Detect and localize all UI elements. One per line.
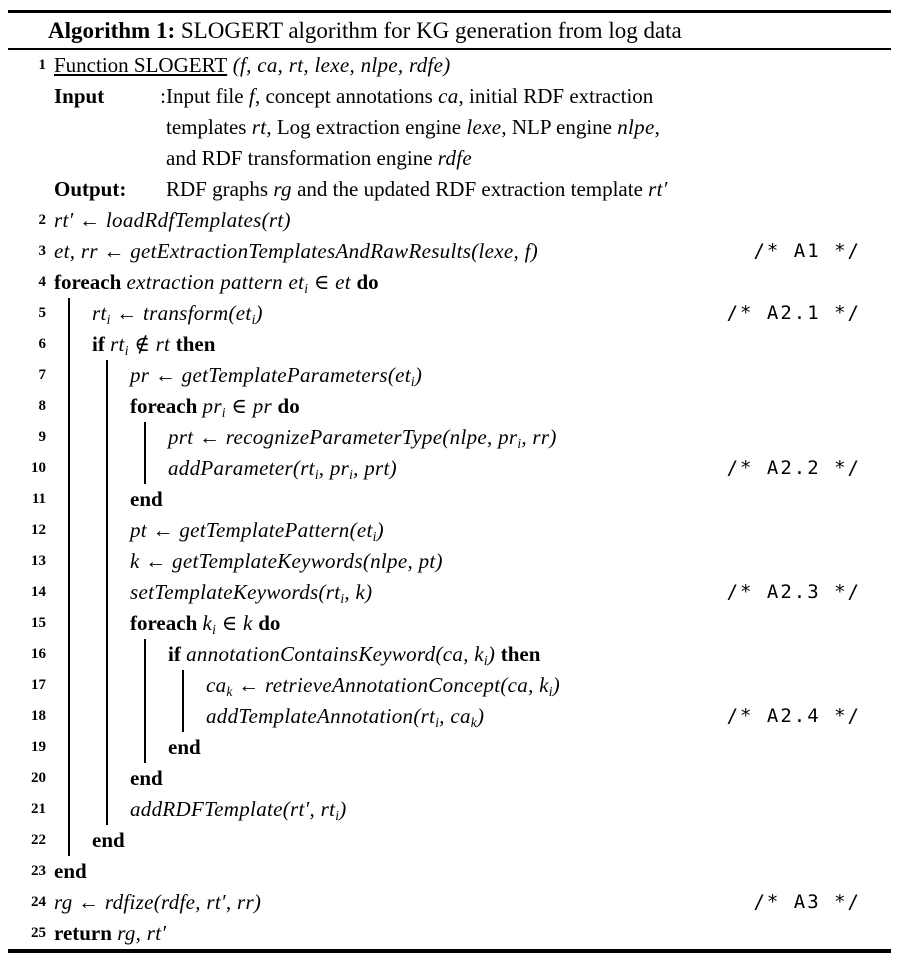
code-text: i: [314, 467, 319, 482]
indent-bar: [106, 763, 108, 794]
indent-bar: [68, 577, 70, 608]
code-text: extraction pattern et: [126, 270, 305, 294]
caption-title: SLOGERT algorithm for KG generation from log data: [175, 18, 682, 43]
line-number: 7: [38, 367, 46, 383]
indent-bar: [68, 608, 70, 639]
code-text: ∈ et: [308, 270, 357, 294]
code-text: rt′: [648, 177, 668, 201]
indent-bar: [68, 546, 70, 577]
code-text: rt: [92, 301, 107, 325]
code-text: rt: [110, 332, 125, 356]
line-number: 15: [31, 615, 46, 631]
indent-bar: [144, 701, 146, 732]
indent-bar: [68, 484, 70, 515]
indent-bar: [68, 732, 70, 763]
code-text: if: [168, 642, 187, 666]
code-text: k ← getTemplateKeywords(nlpe, pt): [130, 549, 443, 573]
code-content: [54, 670, 891, 701]
algo-line-12: [8, 515, 891, 546]
code-text: templates: [166, 115, 252, 139]
algo-line-14: [8, 577, 891, 608]
code-content: [54, 918, 891, 949]
code-content: [54, 205, 891, 236]
code-content: [54, 515, 891, 546]
inline-comment: /* A2.4 */: [726, 705, 861, 727]
code-content: [54, 360, 891, 391]
line-number: 23: [31, 863, 46, 879]
code-text: ca: [438, 84, 459, 108]
line-number: [8, 112, 54, 143]
code-text: and RDF transformation engine: [166, 146, 438, 170]
caption-label: Algorithm 1:: [48, 18, 176, 43]
code-text: rdfe: [437, 146, 473, 170]
algo-line-11: [8, 484, 891, 515]
code-text: ∉ rt: [128, 332, 176, 356]
code-text: ,: [654, 115, 660, 139]
code-text: i: [483, 653, 488, 668]
code-text: addRDFTemplate(rt′, rt: [130, 797, 336, 821]
line-number: 5: [38, 305, 46, 321]
code-text: , pr: [318, 456, 350, 480]
code-content: [54, 577, 891, 608]
code-text: foreach: [54, 270, 127, 294]
indent-bar: [106, 639, 108, 670]
algo-line-1: [8, 50, 891, 81]
code-text: RDF graphs: [166, 177, 274, 201]
code-text: i: [251, 312, 256, 327]
code-text: do: [356, 270, 379, 294]
algo-line-2: [8, 205, 891, 236]
code-text: f: [248, 84, 255, 108]
indent-bar: [106, 794, 108, 825]
algo-line-25: [8, 918, 891, 949]
code-text: addTemplateAnnotation(rt: [206, 704, 436, 728]
line-number: 1: [38, 57, 46, 73]
indent-bar: [68, 794, 70, 825]
code-text: (f, ca, rt, lexe, nlpe, rdfe): [227, 53, 451, 77]
io-label: Input :: [54, 84, 166, 108]
code-content: [54, 50, 891, 81]
code-content: [54, 546, 891, 577]
code-text: , initial RDF extraction: [458, 84, 654, 108]
code-text: Input file: [166, 84, 249, 108]
code-text: ): [414, 363, 423, 387]
code-text: pr ← getTemplateParameters(et: [130, 363, 411, 387]
inline-comment: /* A3 */: [753, 891, 861, 913]
line-number: 19: [31, 739, 46, 755]
code-text: i: [304, 281, 309, 296]
indent-bar: [144, 422, 146, 453]
code-text: Function SLOGERT: [54, 53, 228, 77]
line-number: 9: [38, 429, 46, 445]
code-content: [54, 174, 891, 205]
code-text: i: [548, 684, 553, 699]
algo-line-18: [8, 701, 891, 732]
code-text: rt: [251, 115, 267, 139]
code-content: [54, 143, 891, 174]
indent-bar: [68, 360, 70, 391]
algo-line-4: [8, 267, 891, 298]
bottom-rule: [8, 949, 891, 953]
code-text: i: [435, 715, 440, 730]
indent-bar: [68, 453, 70, 484]
code-content: [54, 794, 891, 825]
code-text: prt ← recognizeParameterType(nlpe, pr: [168, 425, 518, 449]
indent-bar: [68, 701, 70, 732]
line-number: [8, 81, 54, 112]
code-content: [54, 763, 891, 794]
code-text: then: [175, 332, 216, 356]
code-text: , Log extraction engine: [266, 115, 467, 139]
code-text: , concept annotations: [254, 84, 439, 108]
line-number: 20: [31, 770, 46, 786]
algo-line-5: [8, 298, 891, 329]
indent-bar: [106, 546, 108, 577]
algo-line-21: [8, 794, 891, 825]
code-text: pr: [202, 394, 222, 418]
code-text: end: [130, 766, 163, 790]
code-text: rg, rt′: [117, 921, 167, 945]
code-text: , ca: [439, 704, 471, 728]
code-text: k: [470, 715, 477, 730]
indent-bar: [106, 391, 108, 422]
code-text: , NLP engine: [501, 115, 618, 139]
code-text: i: [517, 436, 522, 451]
line-number: 8: [38, 398, 46, 414]
algo-line-7: [8, 360, 891, 391]
algo-io-line: [8, 174, 891, 205]
line-number: 17: [31, 677, 46, 693]
inline-comment: /* A1 */: [753, 240, 861, 262]
line-number: 2: [38, 212, 46, 228]
code-text: end: [130, 487, 163, 511]
line-number: 22: [31, 832, 46, 848]
code-text: ): [376, 518, 384, 542]
indent-bar: [106, 670, 108, 701]
line-number: 11: [31, 491, 46, 507]
indent-bar: [68, 298, 70, 329]
indent-bar: [68, 515, 70, 546]
algo-io-line: [8, 112, 891, 143]
code-text: et, rr ← getExtractionTemplatesAndRawResults(lexe, f): [54, 239, 539, 263]
code-text: end: [54, 859, 87, 883]
code-content: [54, 112, 891, 143]
code-text: ): [487, 642, 501, 666]
indent-bar: [106, 422, 108, 453]
indent-bar: [68, 763, 70, 794]
indent-bar: [106, 360, 108, 391]
code-text: rt′ ← loadRdfTemplates(rt): [54, 208, 291, 232]
indent-bar: [144, 732, 146, 763]
code-text: ← retrieveAnnotationConcept(ca, k: [232, 673, 549, 697]
code-text: i: [124, 343, 129, 358]
code-text: do: [258, 611, 281, 635]
code-text: end: [92, 828, 125, 852]
code-text: if: [92, 332, 111, 356]
code-content: [54, 856, 891, 887]
code-content: [54, 267, 891, 298]
code-text: ∈ pr: [225, 394, 278, 418]
algo-line-20: [8, 763, 891, 794]
algo-line-3: [8, 236, 891, 267]
indent-bar: [144, 670, 146, 701]
line-number: 13: [31, 553, 46, 569]
code-text: pt ← getTemplatePattern(et: [130, 518, 373, 542]
indent-bar: [68, 670, 70, 701]
line-number: [8, 143, 54, 174]
code-content: [54, 236, 891, 267]
code-text: , k): [344, 580, 373, 604]
line-number: 10: [31, 460, 46, 476]
inline-comment: /* A2.2 */: [726, 457, 861, 479]
algo-line-22: [8, 825, 891, 856]
code-text: i: [349, 467, 354, 482]
algo-line-16: [8, 639, 891, 670]
code-content: [54, 701, 891, 732]
indent-bar: [144, 639, 146, 670]
algo-line-6: [8, 329, 891, 360]
code-text: i: [221, 405, 226, 420]
code-text: i: [335, 808, 340, 823]
indent-bar: [182, 670, 184, 701]
code-text: i: [410, 374, 415, 389]
code-text: foreach: [130, 394, 203, 418]
indent-bar: [106, 577, 108, 608]
code-content: [54, 825, 891, 856]
code-content: [54, 608, 891, 639]
indent-bar: [106, 701, 108, 732]
code-content: [54, 484, 891, 515]
line-number: 24: [31, 894, 46, 910]
code-text: return: [54, 921, 118, 945]
code-text: , prt): [353, 456, 397, 480]
indent-bar: [68, 391, 70, 422]
code-text: ): [552, 673, 561, 697]
code-text: , rr): [521, 425, 557, 449]
line-number: 6: [38, 336, 46, 352]
code-text: nlpe: [617, 115, 655, 139]
code-text: annotationContainsKeyword(ca, k: [186, 642, 484, 666]
code-text: then: [500, 642, 541, 666]
code-text: i: [372, 529, 377, 544]
line-number: 14: [31, 584, 46, 600]
indent-bar: [106, 515, 108, 546]
line-number: 16: [31, 646, 46, 662]
indent-bar: [68, 639, 70, 670]
line-number: 25: [31, 925, 46, 941]
indent-bar: [106, 732, 108, 763]
code-content: [54, 298, 891, 329]
code-text: and the updated RDF extraction template: [291, 177, 649, 201]
code-content: [54, 887, 891, 918]
code-content: [54, 453, 891, 484]
algorithm-caption: [8, 13, 891, 48]
code-text: rg ← rdfize(rdfe, rt′, rr): [54, 890, 262, 914]
code-content: [54, 329, 891, 360]
code-text: i: [106, 312, 111, 327]
code-text: ): [476, 704, 485, 728]
algo-line-17: [8, 670, 891, 701]
algo-line-24: [8, 887, 891, 918]
indent-bar: [106, 453, 108, 484]
algo-line-10: [8, 453, 891, 484]
line-number: 18: [31, 708, 46, 724]
code-text: ca: [206, 673, 227, 697]
code-content: [54, 391, 891, 422]
code-text: setTemplateKeywords(rt: [130, 580, 341, 604]
line-number: 21: [31, 801, 46, 817]
algo-line-8: [8, 391, 891, 422]
code-text: lexe: [466, 115, 502, 139]
code-text: foreach: [130, 611, 203, 635]
algo-line-23: [8, 856, 891, 887]
code-content: [54, 732, 891, 763]
algo-line-15: [8, 608, 891, 639]
algo-io-line: [8, 81, 891, 112]
code-text: i: [340, 591, 345, 606]
code-text: ): [339, 797, 347, 821]
code-text: k: [202, 611, 213, 635]
indent-bar: [106, 484, 108, 515]
code-text: ← transform(et: [110, 301, 252, 325]
line-number: 4: [38, 274, 46, 290]
line-number: [8, 174, 54, 205]
line-number: 12: [31, 522, 46, 538]
code-content: [54, 81, 891, 112]
algo-line-19: [8, 732, 891, 763]
code-text: addParameter(rt: [168, 456, 315, 480]
indent-bar: [68, 422, 70, 453]
code-text: i: [212, 622, 217, 637]
algo-line-9: [8, 422, 891, 453]
inline-comment: /* A2.1 */: [726, 302, 861, 324]
line-number: 3: [38, 243, 46, 259]
inline-comment: /* A2.3 */: [726, 581, 861, 603]
indent-bar: [106, 608, 108, 639]
algo-line-13: [8, 546, 891, 577]
code-text: ∈ k: [216, 611, 259, 635]
algo-io-line: [8, 143, 891, 174]
code-content: [54, 422, 891, 453]
indent-bar: [182, 701, 184, 732]
code-content: [54, 639, 891, 670]
algorithm-body: [8, 50, 891, 949]
code-text: k: [226, 684, 233, 699]
indent-bar: [68, 825, 70, 856]
indent-bar: [68, 329, 70, 360]
indent-bar: [144, 453, 146, 484]
io-label: Output:: [54, 177, 127, 201]
code-text: ): [255, 301, 263, 325]
code-text: rg: [273, 177, 292, 201]
code-text: end: [168, 735, 201, 759]
code-text: do: [277, 394, 300, 418]
